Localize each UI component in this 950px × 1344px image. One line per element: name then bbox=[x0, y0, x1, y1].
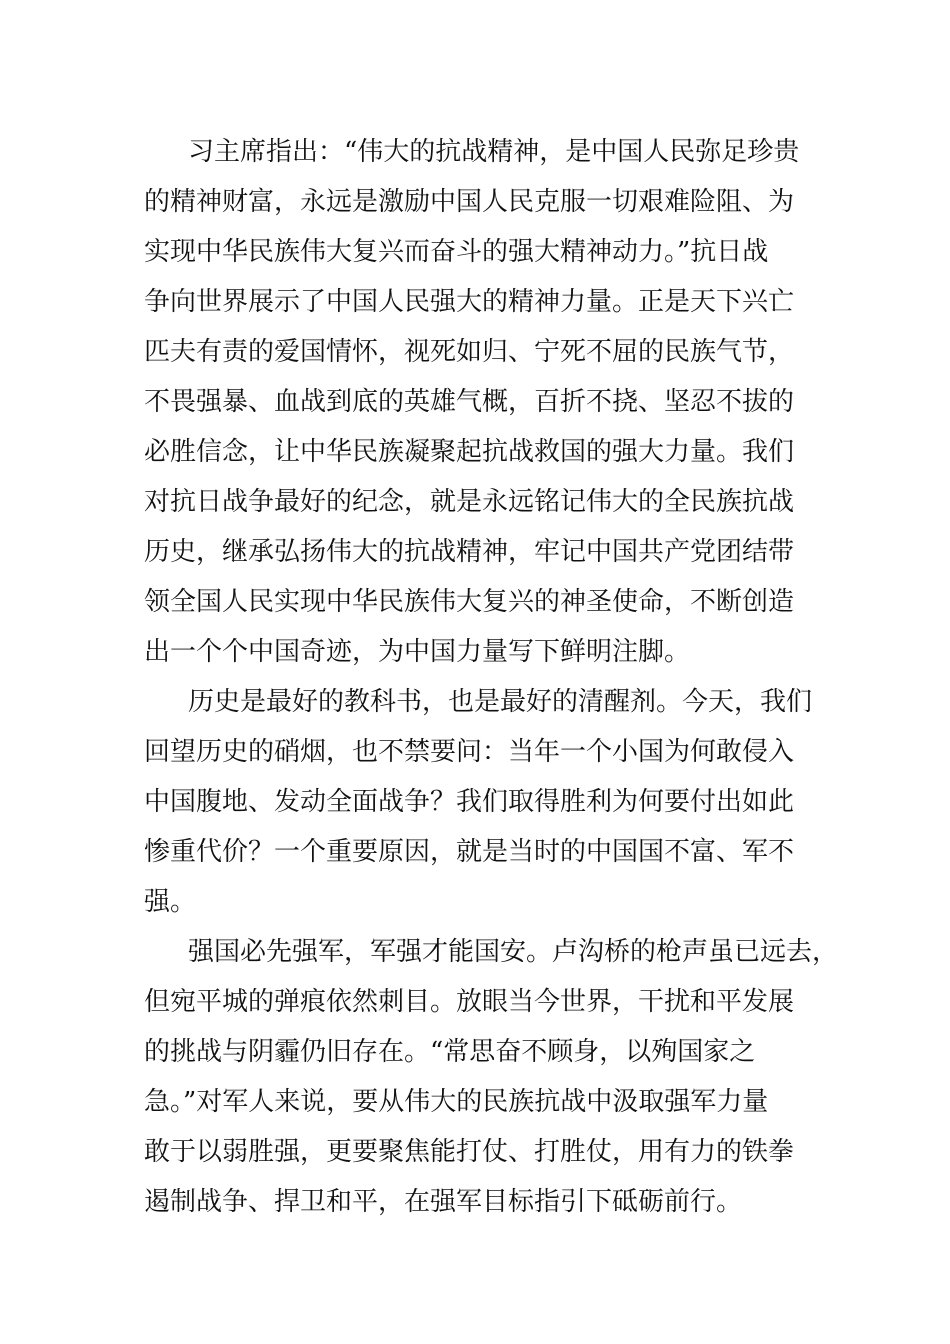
text-line: 匹夫有责的爱国情怀，视死如归、宁死不屈的民族气节， bbox=[144, 337, 795, 367]
text-line: 惨重代价？一个重要原因，就是当时的中国国不富、军不 bbox=[144, 837, 795, 867]
text-line: 强。 bbox=[144, 887, 197, 917]
text-line: 的精神财富，永远是激励中国人民克服一切艰难险阻、为 bbox=[144, 187, 795, 217]
text-line: 历史是最好的教科书，也是最好的清醒剂。今天，我们 bbox=[188, 687, 813, 717]
text-line: 敢于以弱胜强，更要聚焦能打仗、打胜仗，用有力的铁拳 bbox=[144, 1137, 795, 1167]
paragraph-1 bbox=[144, 127, 824, 677]
document-body bbox=[144, 127, 839, 1227]
text-line: 回望历史的硝烟，也不禁要问：当年一个小国为何敢侵入 bbox=[144, 737, 795, 767]
text-line: 但宛平城的弹痕依然刺目。放眼当今世界，干扰和平发展 bbox=[144, 987, 795, 1017]
text-line: 实现中华民族伟大复兴而奋斗的强大精神动力。”抗日战 bbox=[144, 237, 769, 267]
text-line: 习主席指出：“伟大的抗战精神，是中国人民弥足珍贵 bbox=[188, 137, 800, 167]
text-line: 领全国人民实现中华民族伟大复兴的神圣使命，不断创造 bbox=[144, 587, 795, 617]
text-line: 出一个个中国奇迹，为中国力量写下鲜明注脚。 bbox=[144, 637, 691, 667]
text-line: 急。”对军人来说，要从伟大的民族抗战中汲取强军力量 bbox=[144, 1087, 769, 1117]
text-line: 历史，继承弘扬伟大的抗战精神，牢记中国共产党团结带 bbox=[144, 537, 795, 567]
paragraph-2 bbox=[144, 677, 824, 927]
text-line: 中国腹地、发动全面战争？我们取得胜利为何要付出如此 bbox=[144, 787, 795, 817]
text-line: 遏制战争、捍卫和平，在强军目标指引下砥砺前行。 bbox=[144, 1187, 743, 1217]
text-line: 争向世界展示了中国人民强大的精神力量。正是天下兴亡 bbox=[144, 287, 795, 317]
text-line: 强国必先强军，军强才能国安。卢沟桥的枪声虽已远去， bbox=[188, 937, 839, 967]
text-line: 必胜信念，让中华民族凝聚起抗战救国的强大力量。我们 bbox=[144, 437, 795, 467]
text-line: 不畏强暴、血战到底的英雄气概，百折不挠、坚忍不拔的 bbox=[144, 387, 795, 417]
text-line: 的挑战与阴霾仍旧存在。“常思奋不顾身，以殉国家之 bbox=[144, 1037, 756, 1067]
text-line: 对抗日战争最好的纪念，就是永远铭记伟大的全民族抗战 bbox=[144, 487, 795, 517]
paragraph-3 bbox=[144, 927, 839, 1227]
